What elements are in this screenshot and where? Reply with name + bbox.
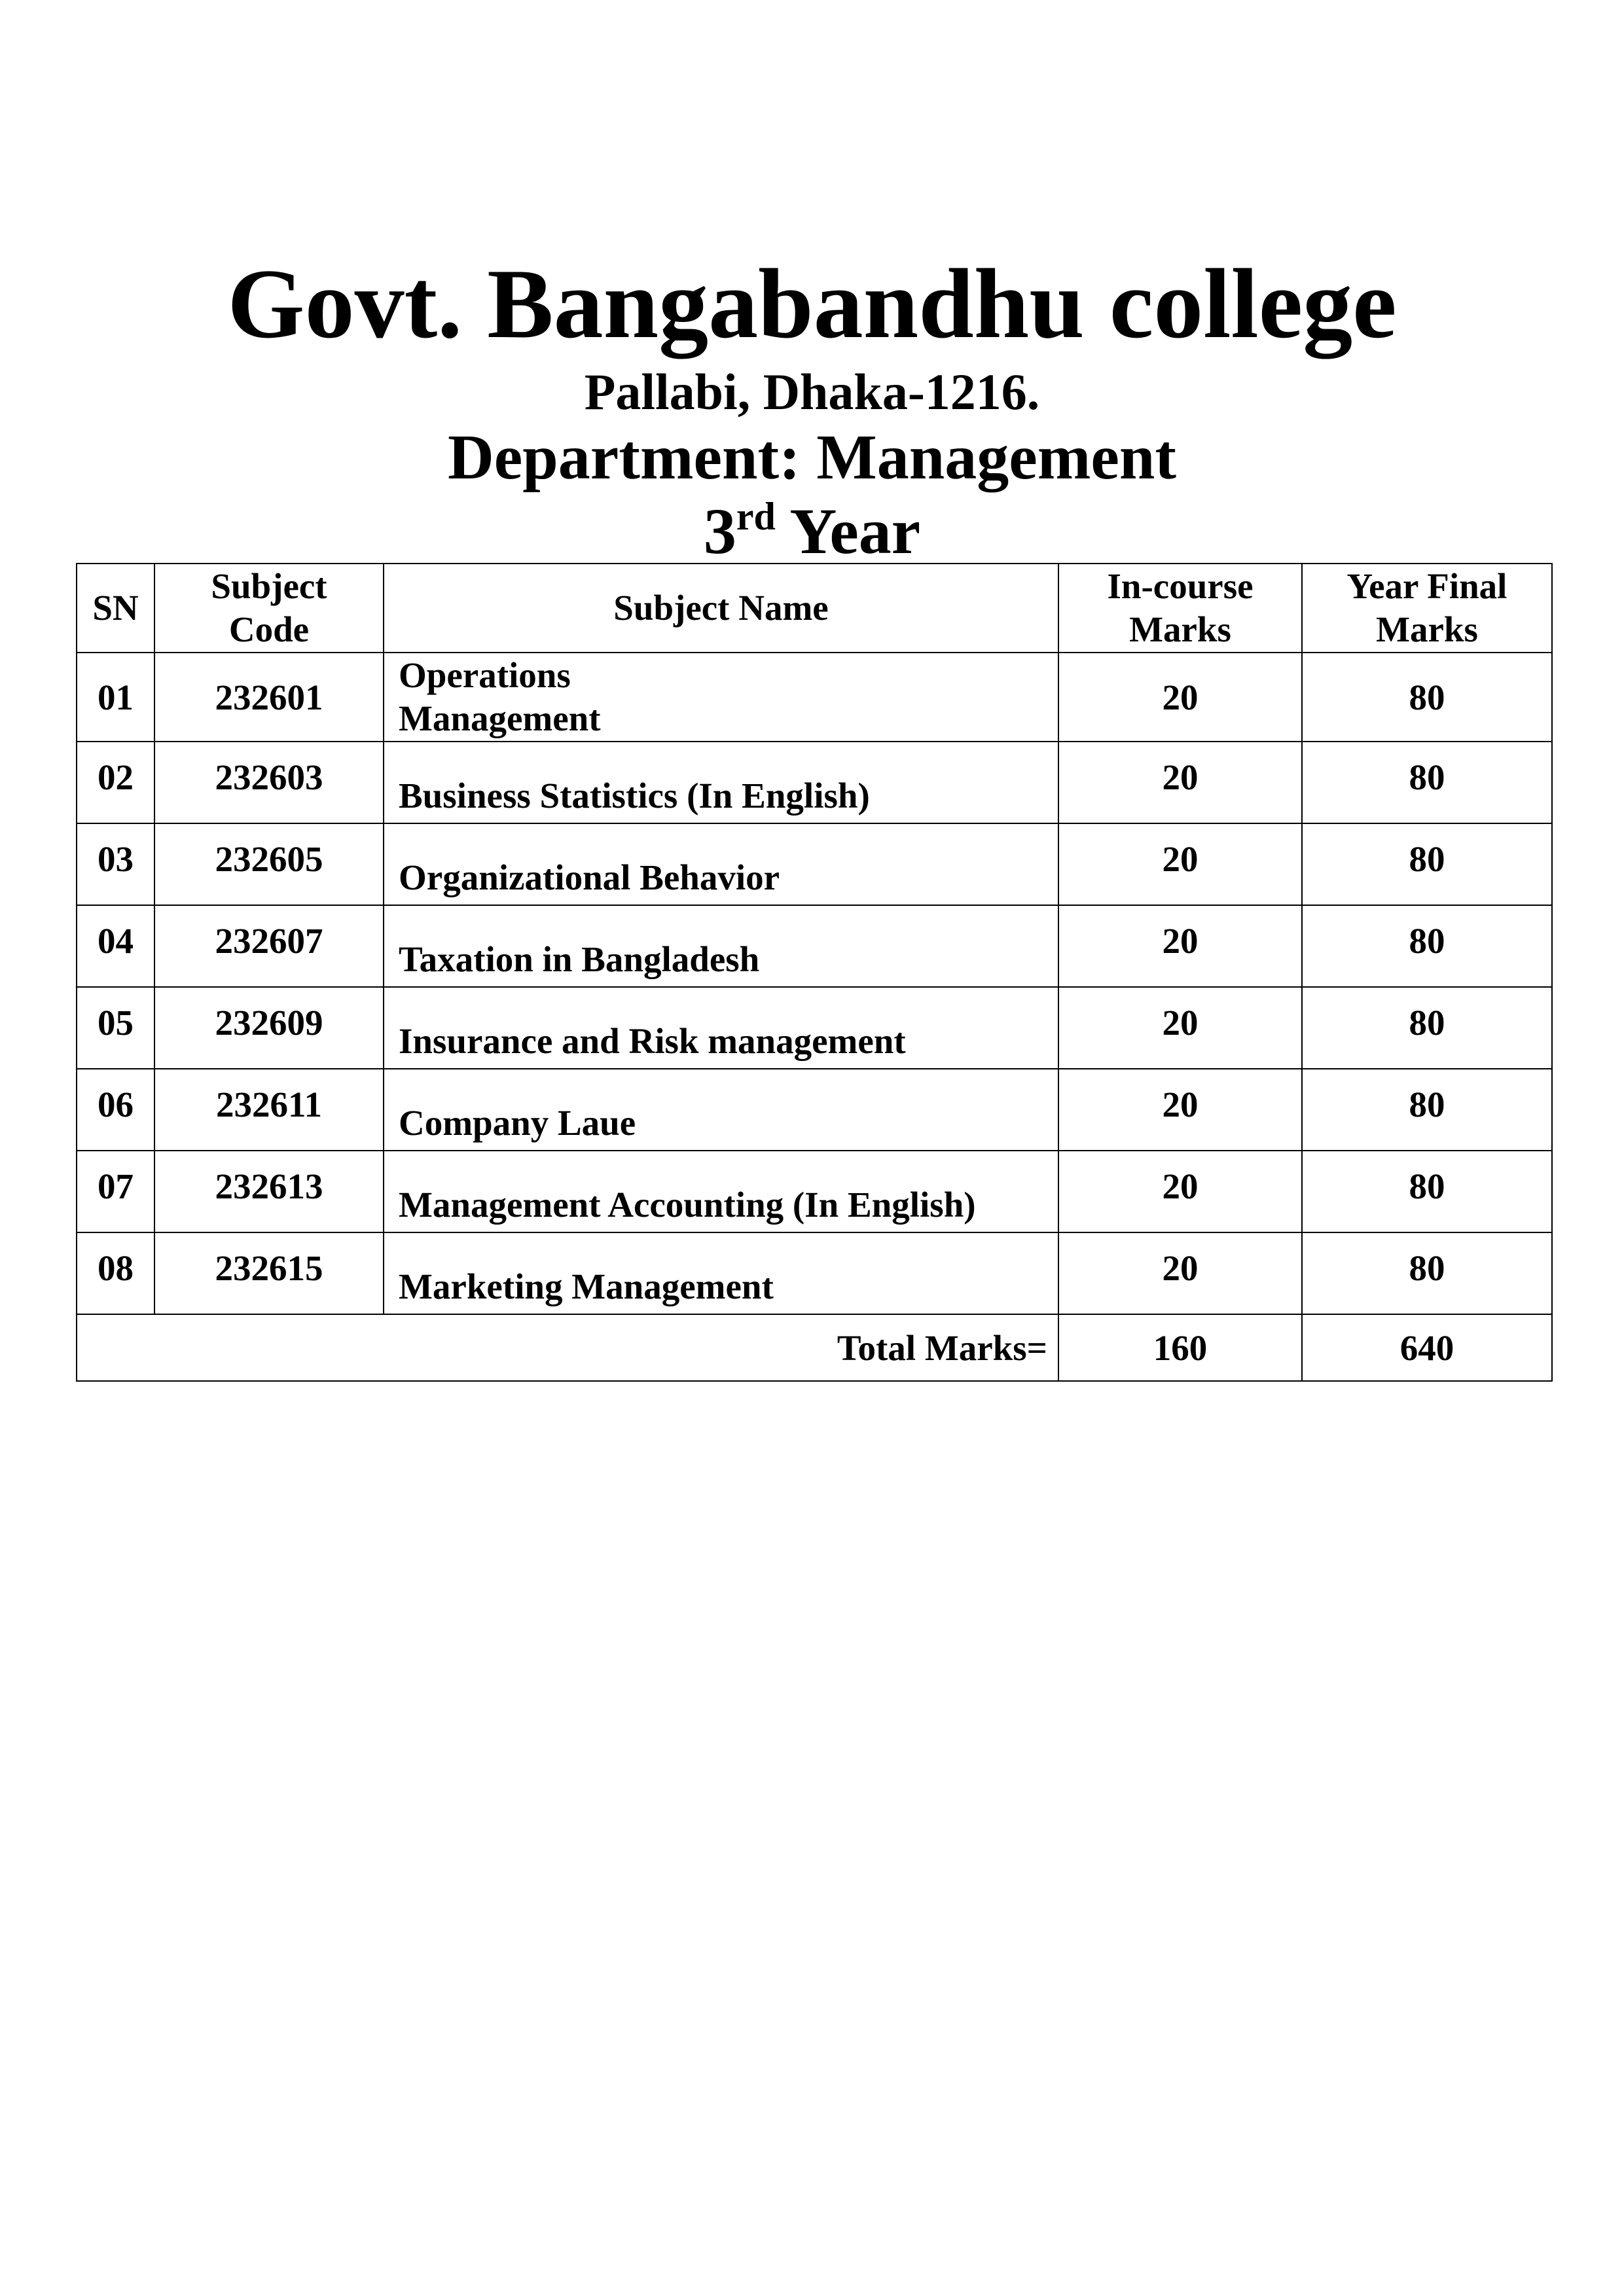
cell-subject-name: Company Laue: [384, 1069, 1058, 1151]
cell-subject-code: 232615: [154, 1232, 384, 1314]
cell-sn: 05: [77, 987, 154, 1069]
cell-final-marks: 80: [1302, 1151, 1552, 1232]
cell-subject-name: [384, 653, 1058, 742]
cell-subject-name: Organizational Behavior: [384, 823, 1058, 905]
cell-final-marks: 80: [1302, 1232, 1552, 1314]
cell-subject-code: 232607: [154, 905, 384, 987]
total-final-marks: 640: [1302, 1314, 1552, 1381]
marks-table: [76, 563, 1553, 1382]
header-subject-code-line1: Subject: [211, 566, 327, 606]
header-incourse-marks: [1058, 564, 1302, 653]
cell-subject-name: Marketing Management: [384, 1232, 1058, 1314]
total-incourse-marks: 160: [1058, 1314, 1302, 1381]
college-address: Pallabi, Dhaka-1216.: [584, 363, 1040, 420]
total-row: [77, 1314, 1552, 1381]
cell-incourse-marks: 20: [1058, 1069, 1302, 1151]
department-title: Department: Management: [447, 422, 1177, 493]
header-incourse-line2: Marks: [1129, 609, 1231, 649]
cell-subject-name: Insurance and Risk management: [384, 987, 1058, 1069]
total-marks-label: Total Marks=: [77, 1314, 1058, 1381]
cell-final-marks: 80: [1302, 823, 1552, 905]
year-word: Year: [789, 495, 921, 567]
cell-final-marks: 80: [1302, 742, 1552, 823]
table-row: [77, 1069, 1552, 1151]
cell-incourse-marks: 20: [1058, 823, 1302, 905]
year-title: [0, 495, 1624, 567]
cell-final-marks: 80: [1302, 905, 1552, 987]
college-name: Govt. Bangabandhu college: [227, 249, 1397, 359]
cell-incourse-marks: 20: [1058, 1232, 1302, 1314]
cell-subject-name: Management Accounting (In English): [384, 1151, 1058, 1232]
table-row: [77, 905, 1552, 987]
cell-sn: 08: [77, 1232, 154, 1314]
cell-final-marks: 80: [1302, 653, 1552, 742]
table-row: [77, 1151, 1552, 1232]
cell-subject-name: Taxation in Bangladesh: [384, 905, 1058, 987]
cell-subject-name: Business Statistics (In English): [384, 742, 1058, 823]
cell-incourse-marks: 20: [1058, 653, 1302, 742]
cell-subject-code: 232609: [154, 987, 384, 1069]
table-row: [77, 1232, 1552, 1314]
year-number: 3: [703, 495, 736, 567]
cell-final-marks: 80: [1302, 987, 1552, 1069]
cell-incourse-marks: 20: [1058, 1151, 1302, 1232]
cell-incourse-marks: 20: [1058, 987, 1302, 1069]
table-header-row: [77, 564, 1552, 653]
header-sn: SN: [77, 564, 154, 653]
cell-sn: 04: [77, 905, 154, 987]
cell-subject-code: 232613: [154, 1151, 384, 1232]
cell-subject-code: 232601: [154, 653, 384, 742]
cell-sn: 03: [77, 823, 154, 905]
header-final-line1: Year Final: [1346, 566, 1507, 606]
cell-incourse-marks: 20: [1058, 905, 1302, 987]
header-subject-code: [154, 564, 384, 653]
table-row: [77, 653, 1552, 742]
table-row: [77, 823, 1552, 905]
cell-subject-name-line2: Management: [399, 698, 601, 738]
cell-subject-name-line1: Operations: [399, 655, 571, 695]
cell-subject-code: 232603: [154, 742, 384, 823]
header-final-line2: Marks: [1376, 609, 1478, 649]
cell-sn: 06: [77, 1069, 154, 1151]
cell-incourse-marks: 20: [1058, 742, 1302, 823]
year-suffix: rd: [736, 495, 776, 538]
header-subject-code-line2: Code: [228, 609, 310, 649]
table-row: [77, 987, 1552, 1069]
cell-sn: 01: [77, 653, 154, 742]
header-year-final-marks: [1302, 564, 1552, 653]
cell-sn: 07: [77, 1151, 154, 1232]
table-row: [77, 742, 1552, 823]
cell-sn: 02: [77, 742, 154, 823]
cell-final-marks: 80: [1302, 1069, 1552, 1151]
cell-subject-code: 232605: [154, 823, 384, 905]
header-subject-name: Subject Name: [384, 564, 1058, 653]
cell-subject-code: 232611: [154, 1069, 384, 1151]
header-incourse-line1: In-course: [1107, 566, 1254, 606]
